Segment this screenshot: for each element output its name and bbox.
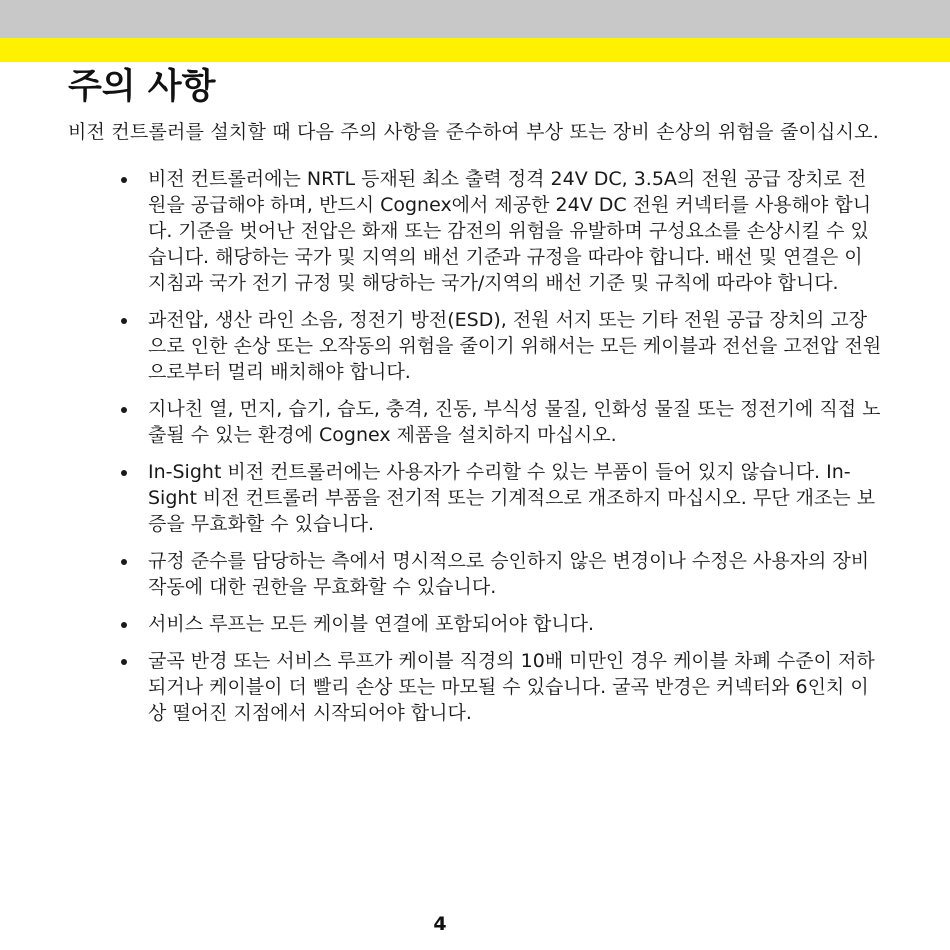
list-item xyxy=(148,166,883,296)
list-item xyxy=(148,648,883,726)
list-item-text: 비전 컨트롤러에는 NRTL 등재된 최소 출력 정격 24V DC, 3.5A의 전원 공급 장치로 전원을 공급해야 하며, 반드시 Cognex에서 제공한 24V DC 전원 커넥터를 사용해야 합니다. 기준을 벗어난 전압은 화재 또는 감전의 위험을 유발하며 구성요소를 손상시킬 수 있습니다. 해당하는 국가 및 지역의 배선 기준과 규정을 따라야 합니다. 배선 및 연결은 이 지침과 국가 전기 규정 및 해당하는 국가/지역의 배선 기준 및 규칙에 따라야 합니다. xyxy=(148,168,872,294)
header-gray-band xyxy=(0,0,950,38)
bullet-icon xyxy=(121,559,127,565)
bullet-icon xyxy=(121,470,127,476)
list-item-text: 과전압, 생산 라인 소음, 정전기 방전(ESD), 전원 서지 또는 기타 전원 공급 장치의 고장으로 인한 손상 또는 오작동의 위험을 줄이기 위해서는 모든 케이블과 전선을 고전압 전원으로부터 멀리 배치해야 합니다. xyxy=(148,309,882,383)
bullet-icon xyxy=(121,407,127,413)
bullet-icon xyxy=(121,177,127,183)
bullet-icon xyxy=(121,659,127,665)
list-item-text: 지나친 열, 먼지, 습기, 습도, 충격, 진동, 부식성 물질, 인화성 물질 또는 정전기에 직접 노출될 수 있는 환경에 Cognex 제품을 설치하지 마십시오. xyxy=(148,398,881,446)
precautions-list xyxy=(68,166,883,726)
page-title: 주의 사항 xyxy=(68,67,216,107)
list-item-text: 굴곡 반경 또는 서비스 루프가 케이블 직경의 10배 미만인 경우 케이블 차폐 수준이 저하되거나 케이블이 더 빨리 손상 또는 마모될 수 있습니다. 굴곡 반경은 커넥터와 6인치 이상 떨어진 지점에서 시작되어야 합니다. xyxy=(148,650,875,724)
page-content xyxy=(68,64,883,737)
page-number: 4 xyxy=(433,913,447,935)
list-item xyxy=(148,307,883,385)
header-yellow-band xyxy=(0,38,950,62)
intro-paragraph: 비전 컨트롤러를 설치할 때 다음 주의 사항을 준수하여 부상 또는 장비 손상의 위험을 줄이십시오. xyxy=(68,121,879,143)
list-item xyxy=(148,548,883,600)
list-item xyxy=(148,459,883,537)
list-item-text: 서비스 루프는 모든 케이블 연결에 포함되어야 합니다. xyxy=(148,613,595,635)
list-item-text: In-Sight 비전 컨트롤러에는 사용자가 수리할 수 있는 부품이 들어 있지 않습니다. In-Sight 비전 컨트롤러 부품을 전기적 또는 기계적으로 개조하지 마십시오. 무단 개조는 보증을 무효화할 수 있습니다. xyxy=(148,461,876,535)
bullet-icon xyxy=(121,318,127,324)
bullet-icon xyxy=(121,622,127,628)
list-item xyxy=(148,611,883,637)
list-item-text: 규정 준수를 담당하는 측에서 명시적으로 승인하지 않은 변경이나 수정은 사용자의 장비 작동에 대한 권한을 무효화할 수 있습니다. xyxy=(148,550,870,598)
list-item xyxy=(148,396,883,448)
